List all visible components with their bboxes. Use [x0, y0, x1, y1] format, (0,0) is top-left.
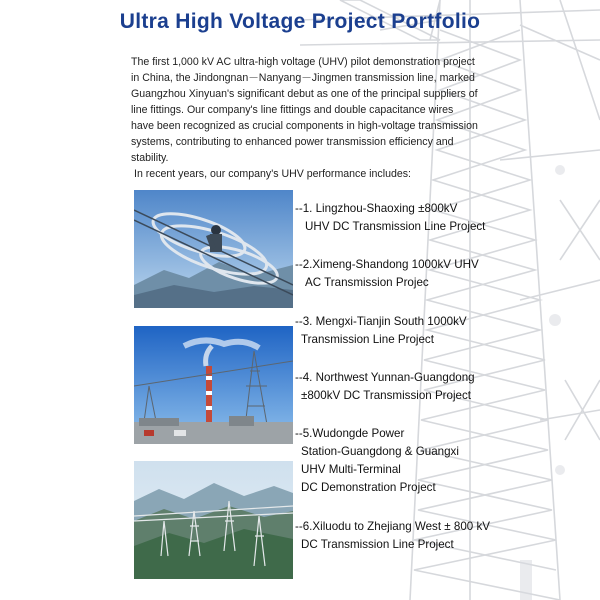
project-line: --6.Xiluodu to Zhejiang West ± 800 kV: [295, 520, 490, 533]
intro-line: Guangzhou Xinyuan's significant debut as one of the principal suppliers of: [131, 88, 478, 100]
project-line: --3. Mengxi-Tianjin South 1000kV: [295, 315, 467, 328]
intro-line: line fittings. Our company's line fittings and double capacitance wires: [131, 104, 454, 116]
power-station-photo: [134, 326, 293, 444]
project-line: --5.Wudongde Power: [295, 427, 405, 440]
project-line: AC Transmission Projec: [305, 276, 429, 289]
intro-line: in China, the Jindongnan－Nanyang－Jingmen transmission line, marked: [131, 72, 475, 84]
intro-lead: [131, 166, 483, 182]
project-item-1: [295, 200, 495, 236]
project-item-2: [295, 256, 495, 292]
project-line: --1. Lingzhou-Shaoxing ±800kV: [295, 202, 458, 215]
project-line: Transmission Line Project: [301, 333, 434, 346]
page-title: Ultra High Voltage Project Portfolio: [119, 10, 481, 33]
project-line: ±800kV DC Transmission Project: [301, 389, 472, 402]
project-line: UHV Multi-Terminal: [301, 463, 401, 476]
project-line: DC Transmission Line Project: [301, 538, 454, 551]
project-item-6: [295, 518, 505, 554]
intro-line: The first 1,000 kV AC ultra-high voltage (UHV) pilot demonstration project: [131, 56, 475, 68]
intro-text: [131, 54, 483, 182]
project-line: --2.Ximeng-Shandong 1000kV UHV: [295, 258, 479, 271]
project-line: Station-Guangdong & Guangxi: [301, 445, 459, 458]
intro-lead-text: In recent years, our company's UHV performance includes:: [134, 168, 411, 180]
project-item-4: [295, 369, 495, 405]
project-line: DC Demonstration Project: [301, 481, 436, 494]
line-fitting-worker-photo: [134, 190, 293, 308]
project-line: UHV DC Transmission Line Project: [305, 220, 486, 233]
mountain-transmission-towers-photo: [134, 461, 293, 579]
project-item-5: [295, 425, 495, 497]
intro-line: systems, contributing to enhanced power transmission efficiency and stability.: [131, 136, 454, 164]
intro-line: have been recognized as crucial components in high-voltage transmission: [131, 120, 478, 132]
intro-paragraph: [131, 54, 483, 166]
project-line: --4. Northwest Yunnan-Guangdong: [295, 371, 475, 384]
project-item-3: [295, 313, 495, 349]
